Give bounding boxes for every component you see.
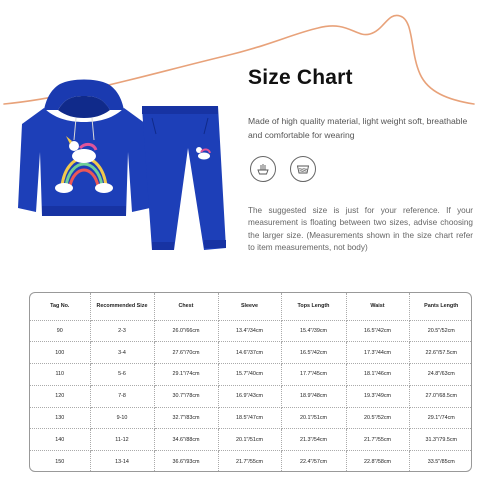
table-cell: 17.7"/45cm: [281, 364, 346, 386]
column-header: Waist: [346, 293, 409, 320]
table-cell: 34.6"/88cm: [154, 429, 218, 451]
table-cell: 16.9"/43cm: [218, 385, 281, 407]
table-cell: 27.0"/68.5cm: [409, 385, 472, 407]
size-chart-table: [29, 292, 472, 472]
table-cell: 18.5"/47cm: [218, 407, 281, 429]
care-icons: [250, 156, 316, 182]
table-cell: 21.3"/54cm: [281, 429, 346, 451]
table-row: [30, 342, 472, 364]
table-cell: 5-6: [90, 364, 154, 386]
table-body: [30, 320, 472, 472]
table-header-row: [30, 293, 472, 320]
table-cell: 14.6"/37cm: [218, 342, 281, 364]
table-cell: 140: [30, 429, 90, 451]
table-cell: 18.1"/46cm: [346, 364, 409, 386]
table-cell: 13-14: [90, 451, 154, 472]
hoodie: [18, 80, 150, 217]
table-cell: 2-3: [90, 320, 154, 342]
column-header: Sleeve: [218, 293, 281, 320]
table-row: [30, 320, 472, 342]
table-cell: 16.5"/42cm: [281, 342, 346, 364]
table-row: [30, 451, 472, 472]
table-cell: 3-4: [90, 342, 154, 364]
table-cell: 26.0"/66cm: [154, 320, 218, 342]
table-cell: 29.1"/74cm: [154, 364, 218, 386]
table-cell: 100: [30, 342, 90, 364]
table-cell: 32.7"/83cm: [154, 407, 218, 429]
low-temperature-wash-icon: [290, 156, 316, 182]
table-cell: 31.3"/79.5cm: [409, 429, 472, 451]
table-cell: 19.3"/49cm: [346, 385, 409, 407]
table-cell: 27.6"/70cm: [154, 342, 218, 364]
table-row: [30, 429, 472, 451]
table-cell: 29.1"/74cm: [409, 407, 472, 429]
table-cell: 33.5"/85cm: [427, 458, 455, 465]
table-cell: 30.7"/78cm: [154, 385, 218, 407]
table-cell: 15.7"/40cm: [218, 364, 281, 386]
table-cell: 21.7"/55cm: [218, 451, 281, 472]
table-row: [30, 364, 472, 386]
pants: [142, 106, 226, 250]
table-cell: 90: [30, 320, 90, 342]
table-cell: 22.4"/57cm: [281, 451, 346, 472]
table-cell: 17.3"/44cm: [346, 342, 409, 364]
table-row: [30, 407, 472, 429]
hand-wash-icon: [250, 156, 276, 182]
table-cell: 150: [30, 451, 90, 472]
page-title: Size Chart: [248, 66, 353, 89]
table-row: [30, 385, 472, 407]
table-cell: 22.8"/58cm: [346, 451, 409, 472]
table-cell: 24.8"/63cm: [409, 364, 472, 386]
table-cell: 36.6"/93cm: [154, 451, 218, 472]
table-cell: 22.6"/57.5cm: [409, 342, 472, 364]
table-cell: 20.1"/51cm: [281, 407, 346, 429]
product-image: [14, 78, 244, 268]
table-cell: 20.1"/51cm: [218, 429, 281, 451]
table-cell: 15.4"/39cm: [281, 320, 346, 342]
table-cell: 130: [30, 407, 90, 429]
table-cell: 9-10: [90, 407, 154, 429]
column-header: Recommended Size: [90, 293, 154, 320]
size-note: The suggested size is just for your reference. If your measurement is floating between two sizes, advise choosing the larger size. (Measurements shown in the size chart refer to item measurements, not body): [248, 206, 473, 253]
table-cell: 18.9"/48cm: [281, 385, 346, 407]
column-header: Chest: [154, 293, 218, 320]
table-cell: 20.5"/52cm: [346, 407, 409, 429]
table-cell: 21.7"/55cm: [346, 429, 409, 451]
column-header: Pants Length: [409, 293, 472, 320]
table-cell: 16.5"/42cm: [346, 320, 409, 342]
column-header: Tops Length: [281, 293, 346, 320]
column-header: Tag No.: [30, 293, 90, 320]
table-cell: 110: [30, 364, 90, 386]
table-cell: 7-8: [90, 385, 154, 407]
table-cell: 13.4"/34cm: [218, 320, 281, 342]
product-description: Made of high quality material, light weight soft, breathable and comfortable for wearing: [248, 116, 468, 140]
table-cell: 120: [30, 385, 90, 407]
table-cell: 11-12: [90, 429, 154, 451]
table-cell: 20.5"/52cm: [409, 320, 472, 342]
